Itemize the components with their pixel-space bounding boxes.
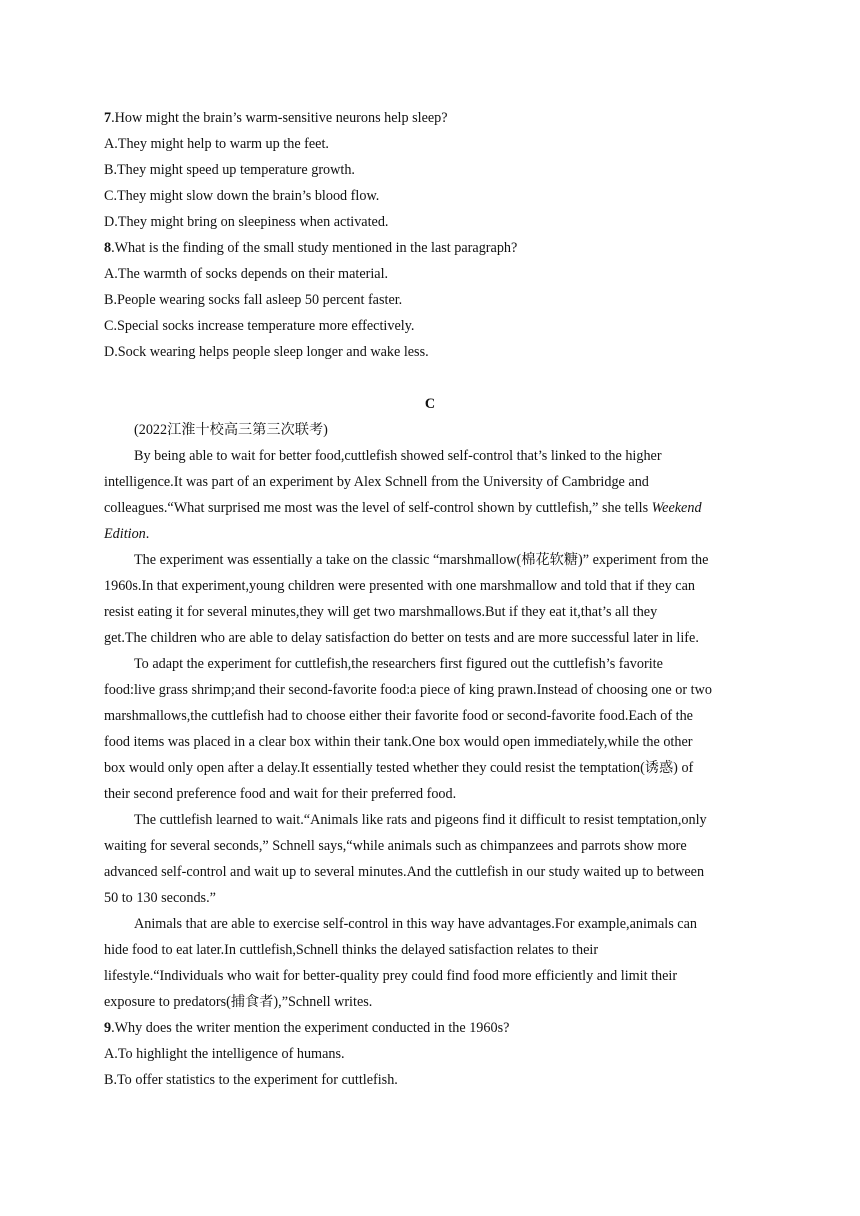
question-8 (104, 235, 756, 261)
paragraph-3-line-1: To adapt the experiment for cuttlefish,the researchers first figured out the cuttlefish’s favorite (134, 656, 663, 672)
paragraph-2-line-1: The experiment was essentially a take on the classic “marshmallow(棉花软糖)” experiment from the (134, 552, 709, 568)
option-d: D.Sock wearing helps people sleep longer and wake less. (104, 344, 429, 360)
option-b: B.To offer statistics to the experiment for cuttlefish. (104, 1072, 398, 1088)
question-text: .What is the finding of the small study mentioned in the last paragraph? (111, 240, 518, 256)
question-text: .Why does the writer mention the experiment conducted in the 1960s? (111, 1020, 510, 1036)
option-b: B.They might speed up temperature growth. (104, 162, 355, 178)
section-heading: C (424, 396, 436, 412)
option-c: C.Special socks increase temperature more effectively. (104, 318, 415, 334)
question-7 (104, 105, 756, 131)
publication-title: Edition (104, 526, 146, 542)
paragraph-1-line-3 (104, 495, 756, 521)
paragraph-3-line-6: their second preference food and wait for their preferred food. (104, 786, 457, 802)
question-text: .How might the brain’s warm-sensitive neurons help sleep? (111, 110, 448, 126)
paragraph-1-line-2: intelligence.It was part of an experiment by Alex Schnell from the University of Cambridge and (104, 474, 649, 490)
paragraph-1-line-1: By being able to wait for better food,cuttlefish showed self-control that’s linked to the higher (134, 448, 662, 464)
option-a: A.They might help to warm up the feet. (104, 136, 329, 152)
option-a: A.To highlight the intelligence of humans. (104, 1046, 345, 1062)
paragraph-5-line-3: lifestyle.“Individuals who wait for better-quality prey could find food more efficiently and limit their (104, 968, 678, 984)
question-number: 9 (104, 1020, 112, 1036)
paragraph-3-line-4: food items was placed in a clear box within their tank.One box would open immediately,while the other (104, 734, 693, 750)
paragraph-4-line-3: advanced self-control and wait up to several minutes.And the cuttlefish in our study waited up to between (104, 864, 705, 880)
paragraph-2-line-3: resist eating it for several minutes,they will get two marshmallows.But if they eat it,that’s all they (104, 604, 658, 620)
option-b: B.People wearing socks fall asleep 50 percent faster. (104, 292, 403, 308)
paragraph-1-line-4 (104, 521, 756, 547)
paragraph-2-line-2: 1960s.In that experiment,young children were presented with one marshmallow and told that if they can (104, 578, 695, 594)
paragraph-2-line-4: get.The children who are able to delay satisfaction do better on tests and are more successful later in life. (104, 630, 699, 646)
question-number: 7 (104, 110, 112, 126)
paragraph-3-line-2: food:live grass shrimp;and their second-favorite food:a piece of king prawn.Instead of choosing one or two (104, 682, 712, 698)
paragraph-5-line-2: hide food to eat later.In cuttlefish,Schnell thinks the delayed satisfaction relates to their (104, 942, 599, 958)
option-c: C.They might slow down the brain’s blood flow. (104, 188, 380, 204)
paragraph-4-line-1: The cuttlefish learned to wait.“Animals like rats and pigeons find it difficult to resist temptation,only (134, 812, 707, 828)
paragraph-3-line-5: box would only open after a delay.It essentially tested whether they could resist the temptation(诱惑) of (104, 760, 694, 776)
quote-text: colleagues.“What surprised me most was the level of self-control shown by cuttlefish,” she tells (104, 500, 652, 516)
question-9 (104, 1015, 756, 1041)
document-page (104, 105, 756, 1093)
source-note: (2022江淮十校高三第三次联考) (134, 422, 328, 438)
publication-title: Weekend (651, 500, 702, 516)
paragraph-4-line-4: 50 to 130 seconds.” (104, 890, 216, 906)
question-number: 8 (104, 240, 112, 256)
paragraph-5-line-1: Animals that are able to exercise self-control in this way have advantages.For example,animals can (134, 916, 697, 932)
option-d: D.They might bring on sleepiness when activated. (104, 214, 389, 230)
punctuation: . (145, 526, 150, 542)
option-a: A.The warmth of socks depends on their material. (104, 266, 389, 282)
paragraph-3-line-3: marshmallows,the cuttlefish had to choose either their favorite food or second-favorite food.Each of the (104, 708, 693, 724)
paragraph-5-line-4: exposure to predators(捕食者),”Schnell writes. (104, 994, 373, 1010)
paragraph-4-line-2: waiting for several seconds,” Schnell says,“while animals such as chimpanzees and parrots show more (104, 838, 687, 854)
